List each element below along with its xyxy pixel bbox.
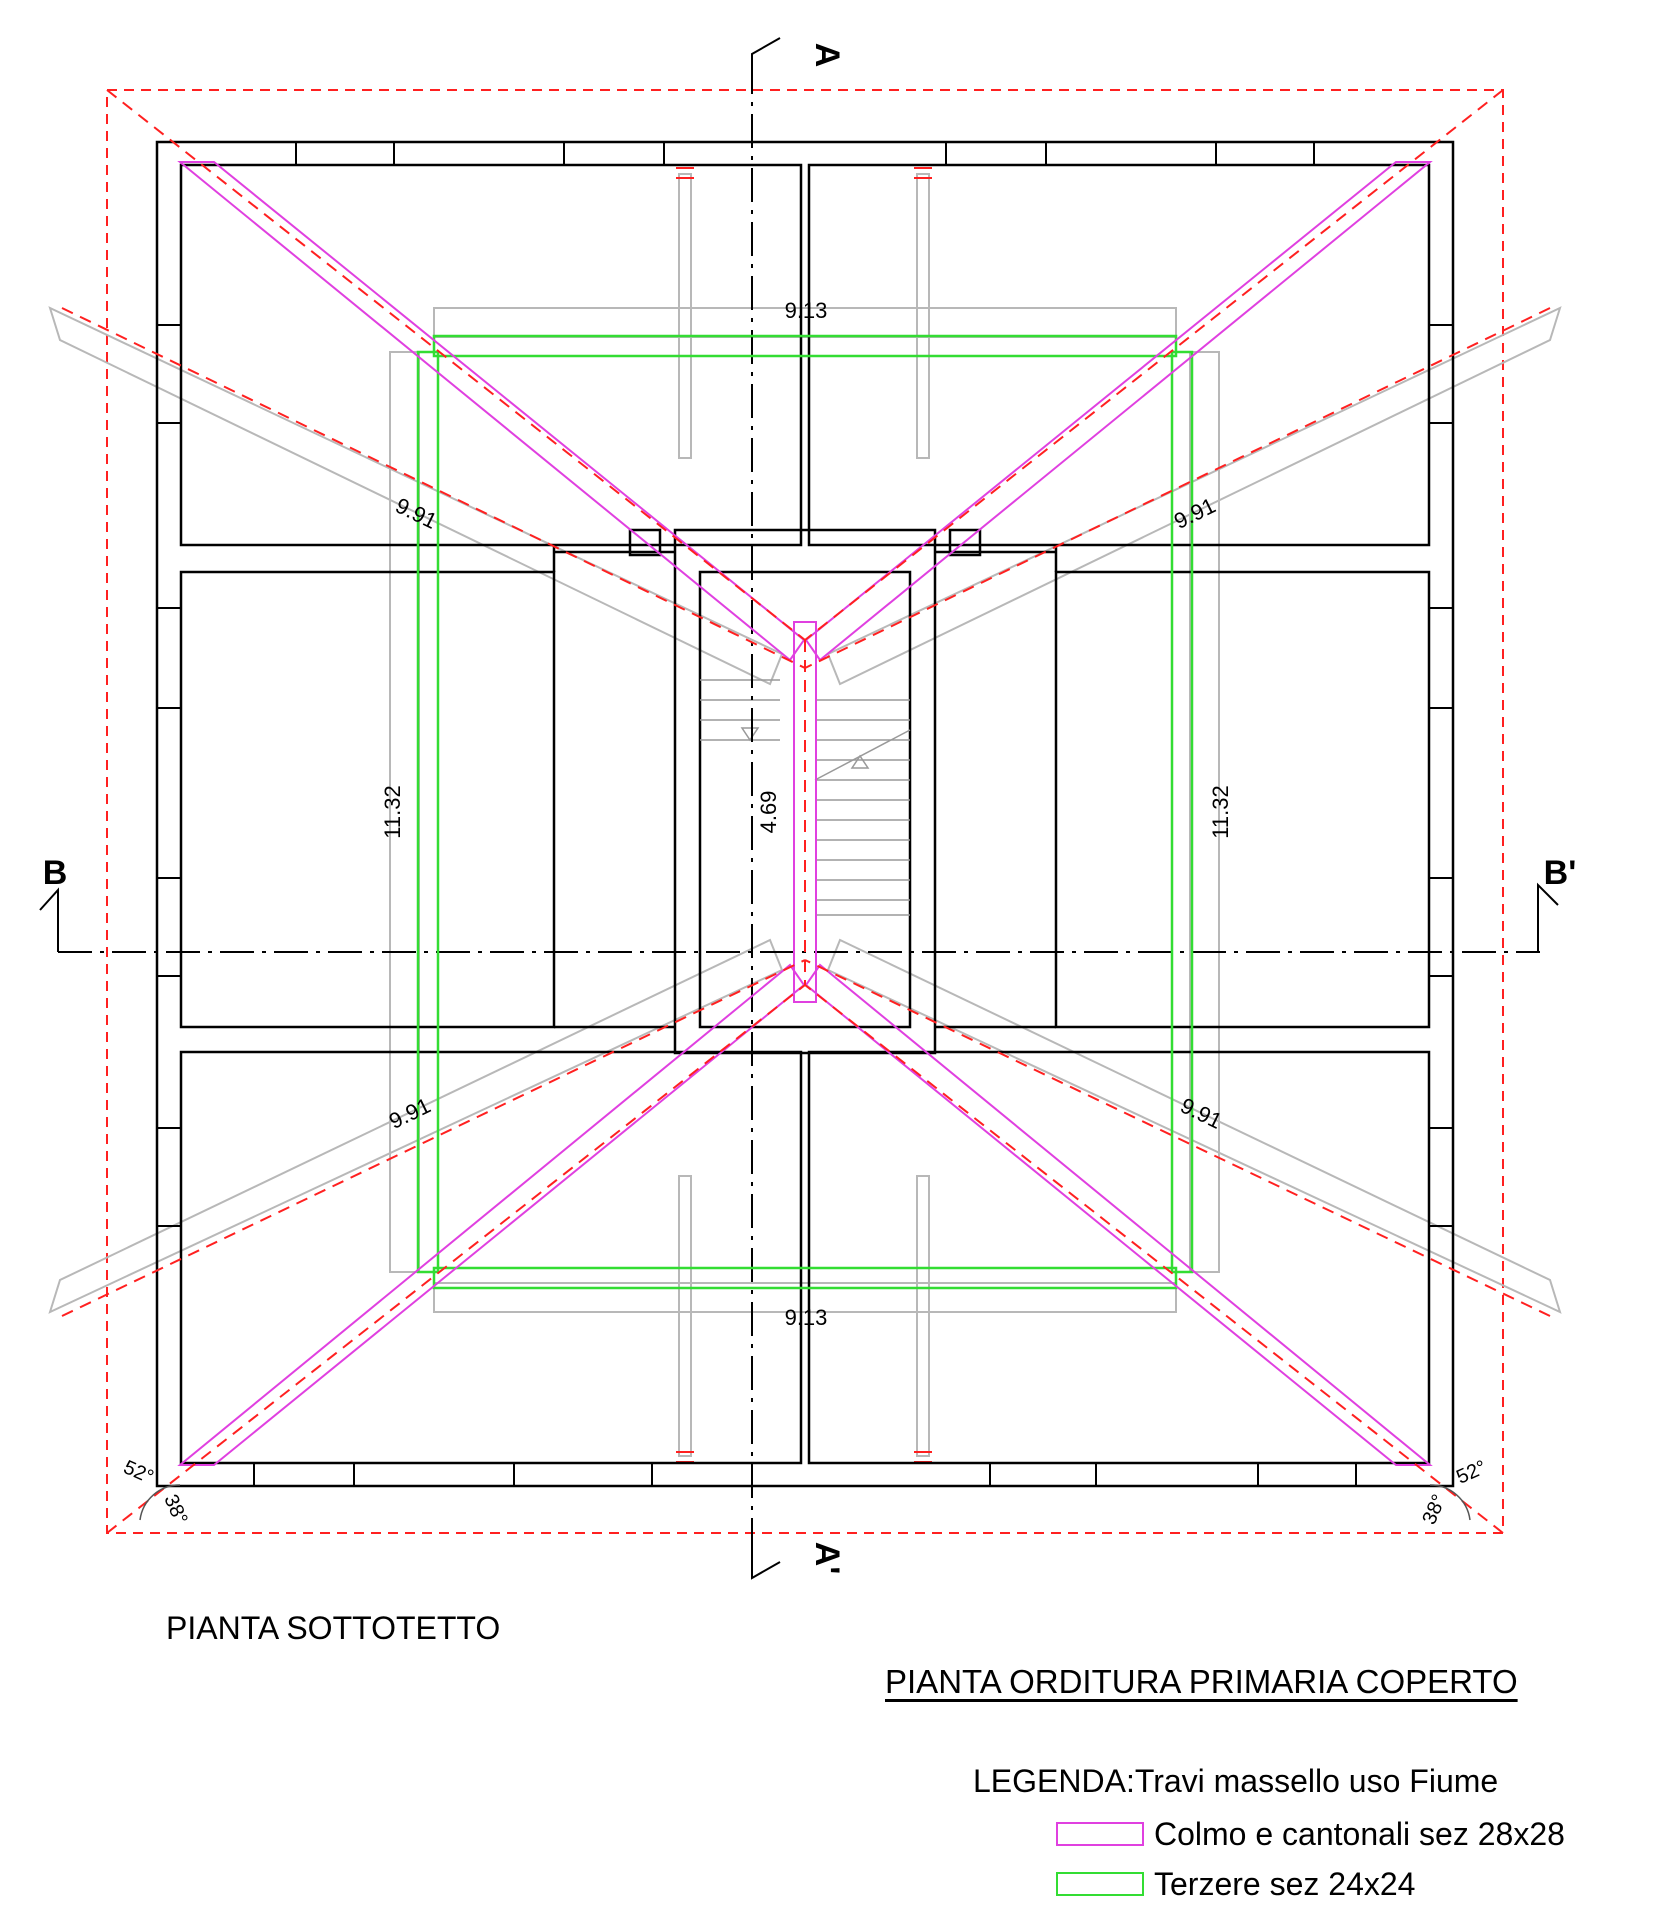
angle-br-upper: 52°	[1453, 1456, 1490, 1489]
section-mark-a-bottom: A'	[808, 1541, 846, 1575]
angle-arcs	[140, 1485, 1470, 1520]
dim-diag-top-left: 9.91	[391, 492, 442, 534]
dim-top-width: 9.13	[784, 298, 828, 323]
dim-right-height: 11.32	[1208, 785, 1233, 839]
roof-plan-title: PIANTA ORDITURA PRIMARIA COPERTO	[885, 1663, 1518, 1700]
wall-joints	[157, 142, 1453, 1486]
secondary-rafters	[50, 174, 1560, 1456]
section-mark-b-right: B'	[1543, 854, 1577, 892]
attic-plan-title: PIANTA SOTTOTETTO	[166, 1610, 501, 1646]
section-lines	[40, 38, 1558, 1578]
dim-center-length: 4.69	[756, 790, 781, 834]
dim-bottom-width: 9.13	[784, 1305, 828, 1330]
ridge-and-hips	[180, 162, 1430, 1465]
legend-item-ridge-hips	[1056, 1817, 1565, 1851]
legend-heading: LEGENDA:Travi massello uso Fiume	[973, 1763, 1499, 1799]
section-mark-b-left: B	[42, 854, 68, 892]
angle-br-lower: 38°	[1418, 1491, 1451, 1528]
dim-diag-bottom-right: 9.91	[1176, 1092, 1227, 1134]
legend-swatch-magenta	[1056, 1822, 1144, 1846]
legend-label: Terzere sez 24x24	[1154, 1865, 1416, 1902]
dim-diag-bottom-left: 9.91	[384, 1092, 435, 1134]
angle-bl-lower: 38°	[159, 1491, 192, 1528]
dim-left-height: 11.32	[380, 785, 405, 839]
legend-item-purlins	[1056, 1867, 1415, 1901]
dim-diag-top-right: 9.91	[1169, 492, 1220, 534]
section-mark-a-top: A	[808, 42, 846, 68]
angle-bl-upper: 52°	[120, 1456, 157, 1489]
staircase	[700, 680, 910, 915]
legend-swatch-green	[1056, 1872, 1144, 1896]
building-walls	[157, 142, 1453, 1486]
legend-label: Colmo e cantonali sez 28x28	[1154, 1815, 1565, 1852]
